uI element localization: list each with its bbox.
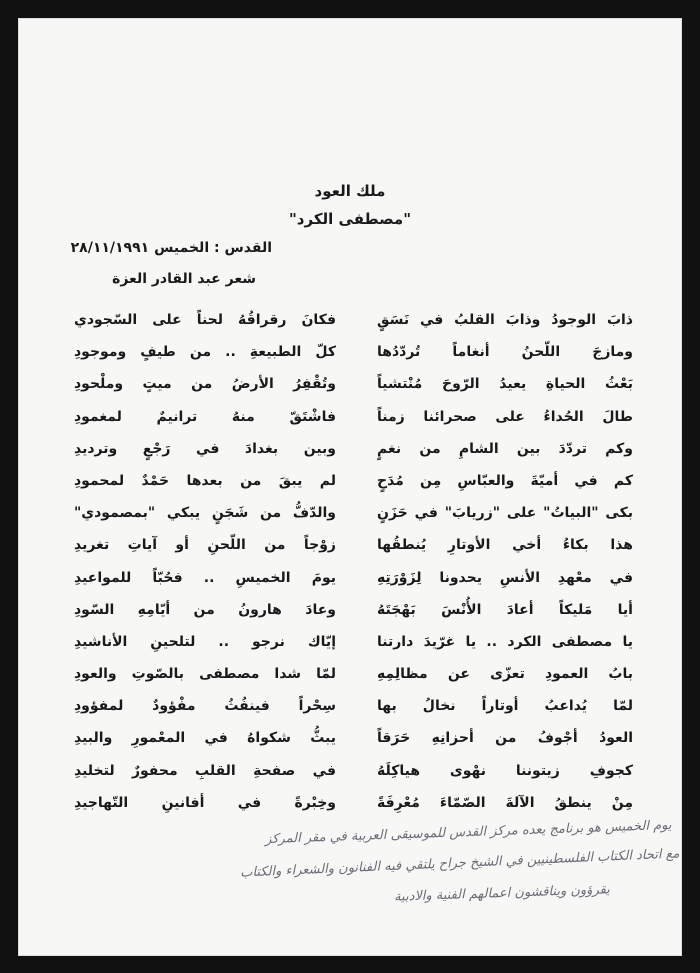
verse-line: كجوفِ زيتوننا نهْوى هياكِلَهُ [377, 762, 633, 779]
verse-line: بابُ العمودِ تعزّى عن مظالِمِهِ [377, 666, 633, 683]
handwritten-note-line: يقرؤون ويناقشون اعمالهم الفنية والادبية [393, 882, 611, 905]
verse-line: بَعْثُ الحياةِ يعيدُ الرّوحَ مُنْتشياً [377, 376, 633, 393]
verse-line: سِحْراً فينفُثُ مفْؤودٌ لمفؤودِ [74, 698, 336, 715]
verse-line: يومَ الخميسِ .. فحُبّاً للمواعيدِ [74, 569, 336, 586]
verse-line: وبين بغدادَ في رَجْعٍ وترديدِ [74, 440, 336, 457]
handwritten-note-line: يوم الخميس هو برنامج يعده مركز القدس للموسيقى العربية في مقر المركز [265, 817, 673, 848]
verse-column-right [377, 304, 633, 819]
verse-column-left [74, 304, 336, 819]
verse-line: أيا مَليكاً أعادَ الأُنْسَ بَهْجَتَهُ [377, 601, 633, 618]
verse-line: العودُ أجْوفُ من أحزانِهِ حَرَقاً [377, 730, 633, 747]
verse-line: يبثُّ شكواهُ في المعْمورِ والبيدِ [74, 730, 336, 747]
verse-line: وتُقْفِرُ الأرضُ من ميتٍ وملْحودِ [74, 376, 336, 393]
verse-line: فكانَ رقراقُهُ لحناً على السّجودي [74, 312, 336, 328]
verse-line: هذا بكاءُ أخي الأوتارِ يُنطقُها [377, 537, 633, 554]
verse-line: لمّا يُداعبُ أوتاراً نخالُ بها [377, 698, 633, 715]
verse-line: ومازجَ اللّحنُ أنغاماً تُردّدُها [377, 344, 633, 361]
poem-subtitle: "مصطفى الكرد" [288, 210, 412, 228]
verse-line: في معْهدِ الأنسِ يحدونا لِزَوْرَتِهِ [377, 569, 633, 586]
verse-line: ذابَ الوجودُ وذابَ القلبُ في نَسَقٍ [377, 312, 633, 328]
verse-line: وخِبْرةً في أفانينِ التّهاجيدِ [74, 794, 336, 811]
verse-line: لم يبقَ من بعدها حَمْدٌ لمحمودِ [74, 472, 336, 489]
poem-title: ملك العود [314, 182, 386, 200]
verse-line: كم في أميّةَ والعبّاسِ مِن مُدَحٍ [377, 472, 633, 489]
verse-line: زوْجاً من اللّحنِ أو آياتِ تغريدِ [74, 537, 336, 554]
verse-line: بكى "البياتُ" على "زريابَ" في حَزَنٍ [377, 505, 633, 522]
dateline: القدس : الخميس ٢٨/١١/١٩٩١ [70, 240, 272, 256]
verse-line: كلّ الطبيعةِ .. من طيفٍ وموجودِ [74, 344, 336, 361]
poet-attribution: شعر عبد القادر العزة [112, 271, 256, 287]
verse-line: إيّاك نرجو .. لتلحينِ الأناشيدِ [74, 633, 336, 650]
verse-line: طالَ الحُداءُ على صحرائنا زمناً [377, 408, 633, 425]
verse-line: والدّفُّ من شَجَنٍ يبكي "بمصمودي" [74, 505, 336, 522]
verse-line: فاشْتَقّ منهُ ترانيمٌ لمغمودِ [74, 408, 336, 425]
verse-line: وعادَ هارونُ من أيّامِهِ السّودِ [74, 601, 336, 618]
verse-line: مِنْ ينطقُ الآلةَ الصّمّاءَ مُعْرِفَةً [377, 794, 633, 811]
verse-line: يا مصطفى الكرد .. يا غرّيدَ دارتنا [377, 633, 633, 650]
verse-line: وكم تردّدَ بين الشامِ من نغمٍ [377, 440, 633, 457]
handwritten-note-line: مع اتحاد الكتاب الفلسطينيين في الشيخ جراح يلتقي فيه الفنانون والشعراء والكتاب [240, 846, 681, 881]
verse-line: في صفحةِ القلبِ محفورٌ لتخليدِ [74, 762, 336, 779]
verse-line: لمّا شدا مصطفى بالصّوتِ والعودِ [74, 666, 336, 683]
